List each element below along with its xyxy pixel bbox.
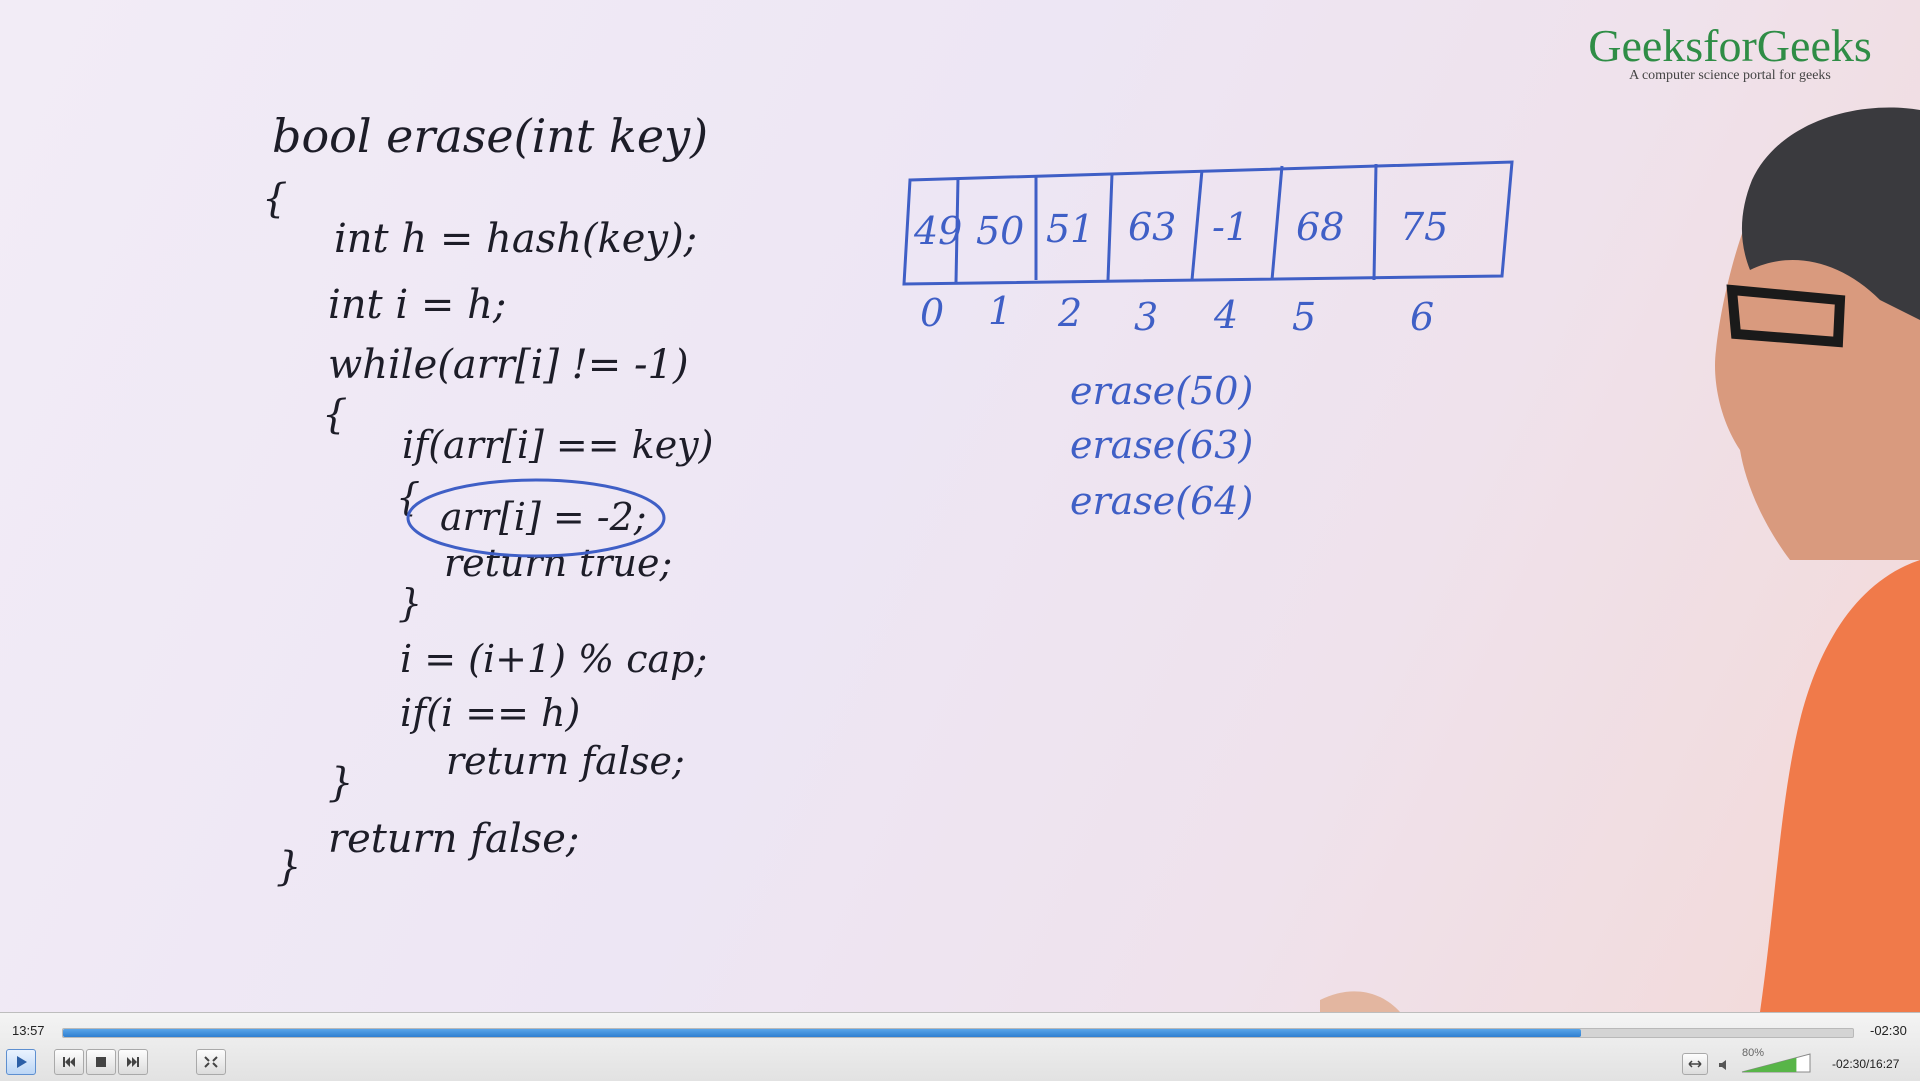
array-value: 68 — [1296, 205, 1345, 249]
seek-bar[interactable] — [62, 1028, 1854, 1038]
playlist-icon — [204, 1056, 218, 1068]
array-index: 1 — [988, 289, 1013, 333]
array-index: 0 — [920, 291, 945, 335]
array-divider — [1374, 164, 1376, 280]
array-value: 63 — [1128, 205, 1177, 249]
code-line: int i = h; — [328, 282, 507, 328]
code-line: } — [276, 844, 302, 890]
array-index: 4 — [1214, 293, 1239, 337]
code-line: return false; — [328, 816, 580, 862]
remaining-time: -02:30 — [1870, 1023, 1907, 1038]
code-line: } — [328, 760, 354, 806]
previous-button[interactable] — [54, 1049, 84, 1075]
array-value: 51 — [1046, 207, 1095, 251]
play-icon — [14, 1055, 28, 1069]
stop-icon — [95, 1056, 107, 1068]
operation-item: erase(64) — [1070, 479, 1254, 523]
array-divider — [1108, 174, 1112, 280]
array-divider — [1272, 166, 1282, 280]
playlist-button[interactable] — [196, 1049, 226, 1075]
array-index: 5 — [1292, 295, 1317, 339]
stop-button[interactable] — [86, 1049, 116, 1075]
code-line: while(arr[i] != -1) — [328, 342, 689, 388]
play-button[interactable] — [6, 1049, 36, 1075]
code-line: { — [322, 392, 348, 438]
aspect-ratio-button[interactable] — [1682, 1053, 1708, 1075]
volume-label: 80% — [1742, 1047, 1765, 1059]
array-value: -1 — [1212, 205, 1250, 249]
time-summary: -02:30/16:27 — [1832, 1057, 1900, 1071]
operation-item: erase(50) — [1070, 369, 1254, 413]
aspect-ratio-icon — [1688, 1060, 1702, 1068]
array-index: 3 — [1134, 295, 1159, 339]
current-time: 13:57 — [12, 1023, 45, 1038]
logo-subtitle: A computer science portal for geeks — [1629, 68, 1831, 83]
geeksforgeeks-logo — [1560, 20, 1900, 84]
logo-title: GeeksforGeeks — [1588, 20, 1872, 71]
player-controls — [0, 1012, 1920, 1081]
speaker-icon[interactable] — [1718, 1057, 1732, 1076]
array-value: 49 — [914, 209, 963, 253]
operations-list — [1070, 369, 1253, 523]
skip-previous-icon — [62, 1056, 76, 1068]
array-index: 6 — [1410, 295, 1435, 339]
array-diagram — [904, 162, 1512, 339]
code-line: if(arr[i] == key) — [402, 423, 714, 467]
skip-next-icon — [126, 1056, 140, 1068]
code-line: if(i == h) — [400, 691, 581, 735]
code-line: { — [262, 176, 288, 222]
code-line: arr[i] = -2; — [440, 495, 647, 539]
array-value: 75 — [1400, 205, 1449, 249]
operation-item: erase(63) — [1070, 423, 1254, 467]
code-line: bool erase(int key) — [272, 109, 709, 163]
array-value: 50 — [976, 209, 1025, 253]
volume-slider[interactable] — [1740, 1047, 1812, 1073]
code-line: return true; — [444, 541, 673, 585]
array-divider — [1192, 170, 1202, 280]
code-line: } — [398, 581, 423, 625]
code-line: int h = hash(key); — [334, 216, 698, 262]
code-line: i = (i+1) % cap; — [400, 637, 708, 681]
code-block — [262, 109, 713, 890]
seek-progress — [63, 1029, 1581, 1037]
code-line: { — [396, 475, 421, 519]
array-index: 2 — [1058, 291, 1083, 335]
next-button[interactable] — [118, 1049, 148, 1075]
code-line: return false; — [446, 739, 685, 783]
